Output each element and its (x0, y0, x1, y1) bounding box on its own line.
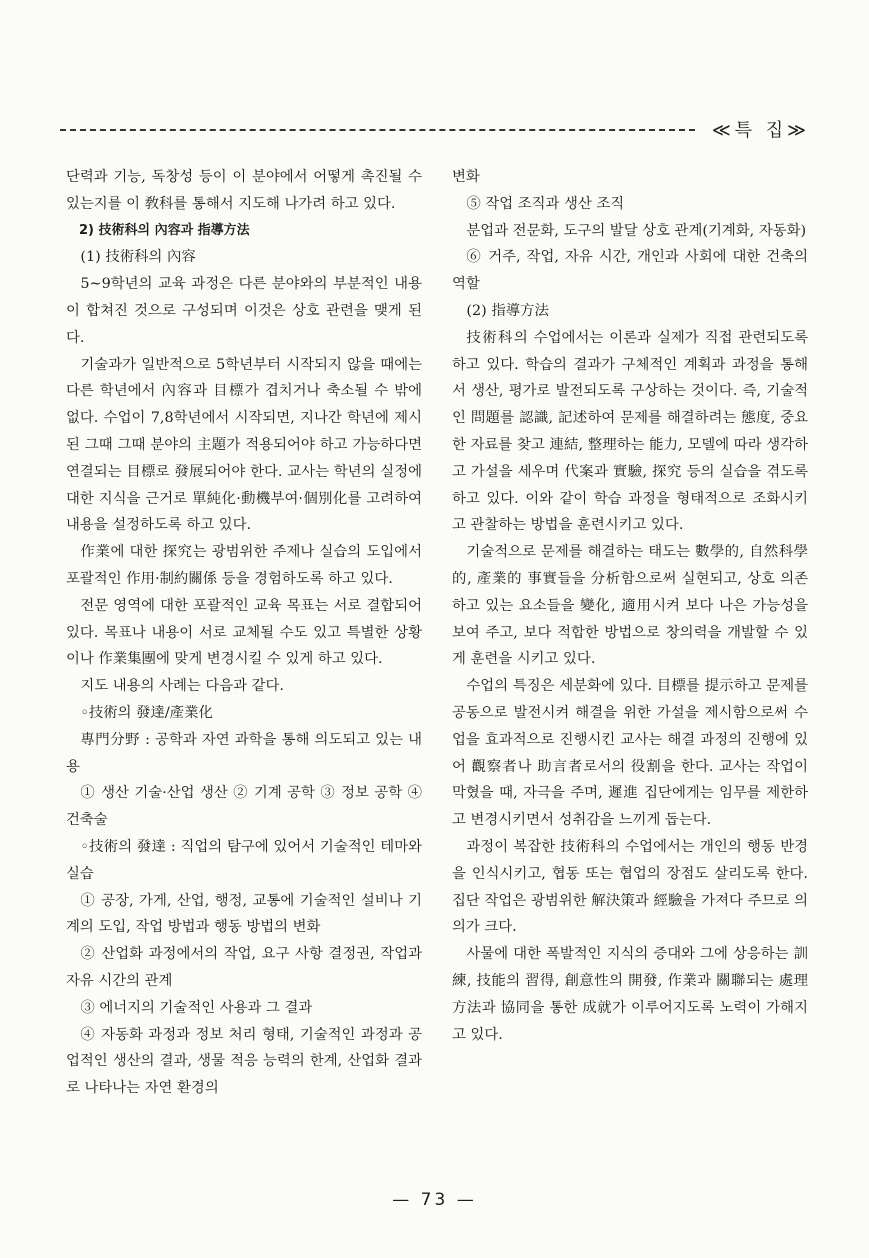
paragraph: ⑤ 작업 조직과 생산 조직 (466, 195, 625, 212)
paragraph: 專門分野 : 공학과 자연 과학을 통해 의도되고 있는 내용 (66, 731, 422, 775)
paragraph: ◦技術의 發達 : 직업의 탐구에 있어서 기술적인 테마와 실습 (66, 838, 422, 882)
right-column (452, 164, 808, 1048)
paragraph: 5∼9학년의 교육 과정은 다른 분야와의 부분적인 내용이 합쳐진 것으로 구성되며 이것은 상호 관련을 맺게 된다. (66, 276, 422, 346)
paragraph: ① 생산 기술·산업 생산 ② 기계 공학 ③ 정보 공학 ④ 건축술 (66, 785, 422, 829)
paragraph: ◦技術의 發達/產業化 (80, 704, 213, 721)
paragraph: ③ 에너지의 기술적인 사용과 그 결과 (80, 999, 313, 1016)
paragraph: 과정이 복잡한 技術科의 수업에서는 개인의 행동 반경을 인식시키고, 협동 또는 협업의 장점도 살리도록 한다. 집단 작업은 광범위한 解決策과 經驗을 가져다 주므로 의의가 크다. (452, 838, 808, 936)
paragraph: 作業에 대한 探究는 광범위한 주제나 실습의 도입에서 포괄적인 作用·制約關係 등을 경험하도록 하고 있다. (66, 544, 422, 587)
paragraph: 기술적으로 문제를 해결하는 태도는 數學的, 自然科學的, 產業的 事實들을 分析함으로써 실현되고, 상호 의존하고 있는 요소들을 變化, 適用시켜 보다 나은 가능성을 보여 주고, 보다 적합한 방법으로 창의력을 개발할 수 있게 훈련을 시키고 있다. (452, 544, 808, 668)
section-heading: (2) 指導方法 (466, 302, 549, 319)
paragraph: 지도 내용의 사례는 다음과 같다. (80, 678, 284, 695)
paragraph: 사물에 대한 폭발적인 지식의 증대와 그에 상응하는 訓練, 技能의 習得, 創意性의 開發, 作業과 關聯되는 處理方法과 協同을 통한 成就가 이루어지도록 노력이 가해지고 있다. (452, 946, 808, 1043)
paragraph: 단력과 기능, 독창성 등이 이 분야에서 어떻게 촉진될 수 있는지를 이 敎科를 통해서 지도해 나가려 하고 있다. (66, 169, 422, 212)
section-title: ≪특 집≫ (711, 120, 810, 141)
paragraph: 변화 (452, 169, 480, 185)
section-heading: (1) 技術科의 內容 (80, 249, 196, 266)
paragraph: ② 산업화 과정에서의 작업, 요구 사항 결정권, 작업과 자유 시간의 관계 (66, 946, 422, 989)
page-header (60, 114, 810, 144)
paragraph: 분업과 전문화, 도구의 발달 상호 관계(기계화, 자동화) (466, 222, 807, 239)
left-column (66, 164, 422, 1102)
paragraph: 기술과가 일반적으로 5학년부터 시작되지 않을 때에는 다른 학년에서 內容과 目標가 겹치거나 축소될 수 밖에 없다. 수업이 7,8학년에서 시작되면, 지나간 학년에 제시된 그때 그때 분야의 主題가 적용되어야 하고 가능하다면 연결되는 目標로 發展되어야 한다. 교사는 학년의 실정에 대한 지식을 근거로 單純化·動機부여·個別化를 고려하여 내용을 설정하도록 하고 있다. (66, 356, 422, 534)
header-dashed-rule (60, 129, 695, 131)
page-number: — 73 — (392, 1190, 477, 1210)
paragraph: ⑥ 거주, 작업, 자유 시간, 개인과 사회에 대한 건축의 역할 (452, 249, 808, 293)
paragraph: 技術科의 수업에서는 이론과 실제가 직접 관련되도록 하고 있다. 학습의 결과가 구체적인 계획과 과정을 통해서 생산, 평가로 발전되도록 구상하는 것이다. 즉, 기술적인 問題를 認識, 記述하여 문제를 해결하려는 態度, 중요한 자료를 찾고 連結, 整理하는 能力, 모델에 따라 생각하고 가설을 세우며 代案과 實驗, 探究 등의 실습을 겪도록 하고 있다. 이와 같이 학습 과정을 형태적으로 조화시키고 관찰하는 방법을 훈련시키고 있다. (452, 329, 808, 534)
paragraph: 수업의 특징은 세분화에 있다. 目標를 提示하고 문제를 공동으로 발전시켜 해결을 위한 가설을 제시함으로써 수업을 효과적으로 진행시킨 교사는 해결 과정의 진행에 있어 觀察者나 助言者로서의 役割을 한다. 교사는 작업이 막혔을 때, 자극을 주며, 遲進 집단에게는 임무를 제한하고 변경시키면서 성취감을 느끼게 돕는다. (452, 678, 808, 829)
paragraph: ④ 자동화 과정과 정보 처리 형태, 기술적인 과정과 공업적인 생산의 결과, 생물 적응 능력의 한계, 산업화 결과로 나타나는 자연 환경의 (66, 1026, 422, 1097)
paragraph: 전문 영역에 대한 포괄적인 교육 목표는 서로 결합되어 있다. 목표나 내용이 서로 교체될 수도 있고 특별한 상황이나 作業集團에 맞게 변경시킬 수 있게 하고 있다. (66, 597, 422, 668)
paragraph: ① 공장, 가게, 산업, 행정, 교통에 기술적인 설비나 기계의 도입, 작업 방법과 행동 방법의 변화 (66, 892, 422, 936)
section-heading: 2) 技術科의 內容과 指導方法 (79, 222, 250, 238)
